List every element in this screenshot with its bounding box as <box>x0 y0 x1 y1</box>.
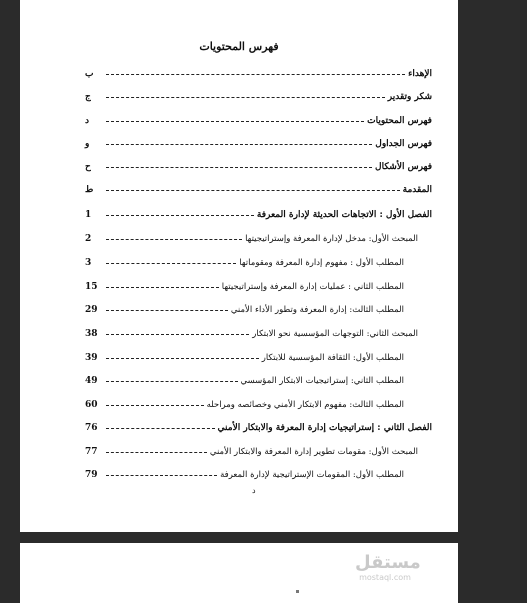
toc-entry <box>85 373 432 389</box>
toc-entry-page: ط <box>85 185 94 195</box>
toc-leader-dashes <box>106 358 259 359</box>
toc-entry <box>85 444 432 460</box>
toc-entry <box>85 350 432 366</box>
toc-entry-page: 39 <box>85 353 98 363</box>
toc-entry-page: 76 <box>85 423 98 433</box>
toc-entry-label: المطلب الثالث: إدارة المعرفة وتطور الأداء الأمني <box>230 305 404 315</box>
toc-leader-dashes <box>106 405 204 406</box>
scroll-mark <box>296 590 299 593</box>
toc-entry <box>85 326 432 342</box>
toc-entry-page: د <box>85 116 90 126</box>
toc-leader-dashes <box>106 428 215 429</box>
toc-entry <box>85 159 432 175</box>
toc-entry <box>85 467 432 483</box>
toc-leader-dashes <box>106 452 207 453</box>
toc-entry-page: 29 <box>85 305 98 315</box>
toc-entry-label: المطلب الثاني: إستراتيجيات الابتكار المؤسسي <box>240 376 404 386</box>
toc-entry <box>85 182 432 198</box>
toc-entry-page: 2 <box>85 234 92 244</box>
toc-entry <box>85 279 432 295</box>
toc-entry-page: 1 <box>85 210 92 220</box>
toc-entry-label: فهرس الأشكال <box>375 162 432 172</box>
toc-entry-label: المطلب الأول: المقومات الإستراتيجية لإدارة المعرفة <box>220 470 404 480</box>
toc-entry <box>85 397 432 413</box>
toc-leader-dashes <box>106 263 236 264</box>
toc-entry-label: شكر وتقدير <box>387 92 432 102</box>
toc-entry-page: 77 <box>85 447 98 457</box>
page-number-footer: د <box>252 486 256 495</box>
toc-leader-dashes <box>106 167 372 168</box>
toc-leader-dashes <box>106 97 385 98</box>
toc-entry-page: 38 <box>85 329 98 339</box>
toc-leader-dashes <box>106 310 228 311</box>
toc-entry-page: 60 <box>85 400 98 410</box>
document-page <box>20 0 458 532</box>
toc-entry-label: المطلب الأول : مفهوم إدارة المعرفة ومقوماتها <box>239 258 404 268</box>
toc-entry-page: ج <box>85 92 91 102</box>
toc-leader-dashes <box>106 215 254 216</box>
toc-leader-dashes <box>106 239 242 240</box>
toc-entry-label: المبحث الثاني: التوجهات المؤسسية نحو الابتكار <box>252 329 418 339</box>
toc-entry-page: و <box>85 139 90 149</box>
toc-entry-page: 3 <box>85 258 92 268</box>
toc-entry <box>85 66 432 82</box>
toc-entry-page: 49 <box>85 376 98 386</box>
toc-entry-label: فهرس المحتويات <box>367 116 432 126</box>
toc-entry <box>85 113 432 129</box>
toc-entry-label: الفصل الثاني : إستراتيجيات إدارة المعرفة والابتكار الأمني <box>217 423 432 433</box>
toc-entry <box>85 255 432 271</box>
toc-entry <box>85 302 432 318</box>
toc-entry <box>85 231 432 247</box>
toc-entry-page: ح <box>85 162 91 172</box>
mostaql-watermark-logo <box>355 552 421 583</box>
toc-entry-label: المطلب الأول: الثقافة المؤسسية للابتكار <box>261 353 404 363</box>
watermark-arabic: مستقل <box>355 552 421 573</box>
toc-leader-dashes <box>106 287 219 288</box>
toc-entry-label: المبحث الأول: مقومات تطوير إدارة المعرفة والابتكار الأمني <box>209 447 418 457</box>
watermark-latin: mostaql.com <box>359 573 411 582</box>
toc-entry <box>85 136 432 152</box>
toc-entry-label: فهرس الجداول <box>375 139 432 149</box>
toc-entry <box>85 207 432 223</box>
toc-leader-dashes <box>106 381 238 382</box>
toc-entry-label: المبحث الأول: مدخل لإدارة المعرفة وإستراتيجيتها <box>245 234 418 244</box>
toc-entry <box>85 89 432 105</box>
toc-entry-page: 79 <box>85 470 98 480</box>
toc-entry-label: الإهداء <box>408 69 432 79</box>
toc-leader-dashes <box>106 74 405 75</box>
toc-title: فهرس المحتويات <box>199 40 279 53</box>
toc-entry-page: 15 <box>85 282 98 292</box>
toc-leader-dashes <box>106 144 372 145</box>
toc-entry <box>85 420 432 436</box>
toc-leader-dashes <box>106 190 400 191</box>
toc-entry-page: ب <box>85 69 94 79</box>
toc-entry-label: المطلب الثالث: مفهوم الابتكار الأمني وخصائصه ومراحله <box>206 400 404 410</box>
toc-entry-label: المطلب الثاني : عمليات إدارة المعرفة وإستراتيجيتها <box>221 282 404 292</box>
toc-leader-dashes <box>106 121 364 122</box>
toc-leader-dashes <box>106 334 249 335</box>
toc-entry-label: المقدمة <box>402 185 432 195</box>
toc-entry-label: الفصل الأول : الاتجاهات الحديثة لإدارة المعرفة <box>256 210 432 220</box>
toc-leader-dashes <box>106 475 217 476</box>
